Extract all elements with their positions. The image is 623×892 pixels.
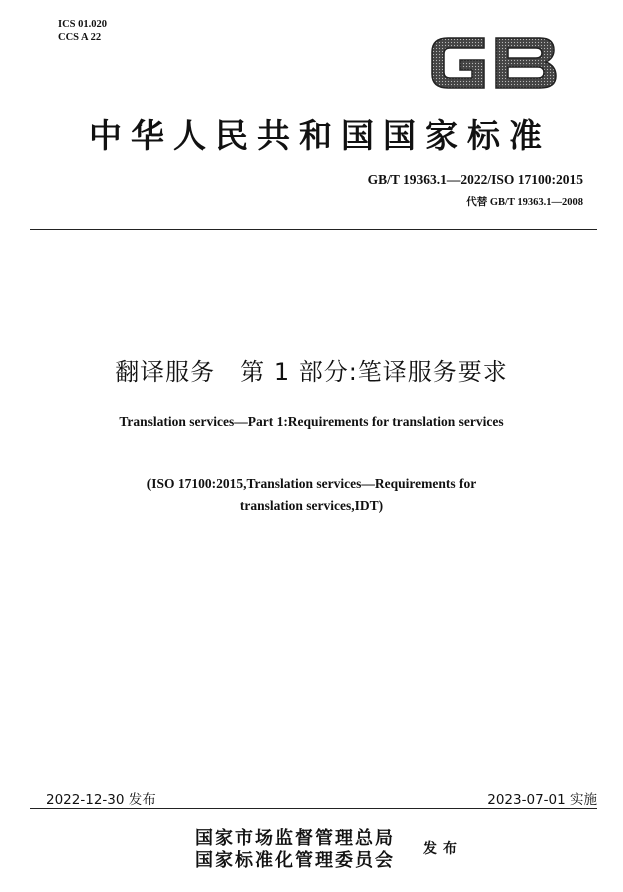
- english-title: Translation services—Part 1:Requirements for translation services: [119, 414, 504, 429]
- standard-number: GB/T 19363.1—2022/ISO 17100:2015: [367, 172, 583, 187]
- replaces-standard: 代替 GB/T 19363.1—2008: [466, 197, 583, 208]
- chinese-title: 翻译服务 第 1 部分:笔译服务要求: [115, 358, 508, 386]
- footer-divider: [30, 808, 597, 809]
- iso-reference: [0, 473, 623, 517]
- implementation-date: 2023-07-01 实施: [487, 792, 597, 808]
- header-divider: [30, 229, 597, 230]
- issue-date: 2022-12-30 发布: [46, 792, 156, 808]
- issuer-sac: 国家标准化管理委员会: [195, 850, 395, 871]
- issuing-authorities: [195, 828, 395, 872]
- national-standard-title: 中华人民共和国国家标准: [89, 116, 551, 155]
- iso-reference-line1: (ISO 17100:2015,Translation services—Requirements for: [146, 476, 477, 491]
- ccs-code: CCS A 22: [58, 32, 102, 43]
- publish-label: 发布: [423, 841, 463, 857]
- ics-code: ICS 01.020: [58, 19, 108, 30]
- classification-codes: [58, 18, 107, 44]
- gb-logo: [426, 32, 562, 94]
- iso-reference-line2: translation services,IDT): [239, 498, 384, 513]
- issuer-samr: 国家市场监督管理总局: [195, 828, 395, 849]
- gb-logo-graphic: [426, 32, 562, 94]
